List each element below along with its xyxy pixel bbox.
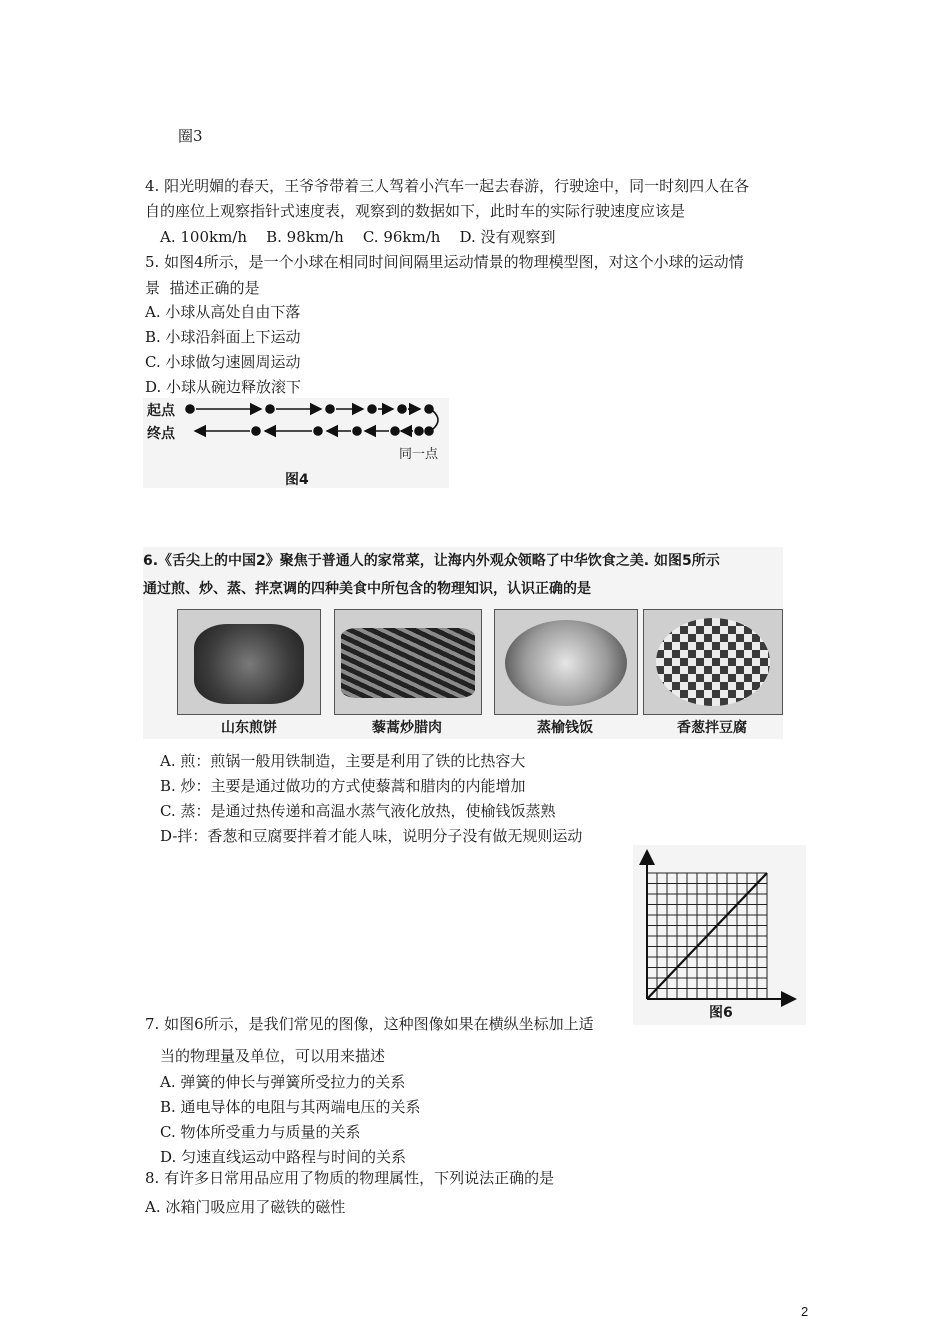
q7-stem-line1: 7. 如图6所示，是我们常见的图像，这种图像如果在横纵坐标加上适 [145, 1015, 594, 1033]
q5-option-a: A. 小球从高处自由下落 [145, 303, 301, 321]
photo-caption-4: 香葱拌豆腐 [677, 720, 747, 736]
fig4-motion-diagram [143, 398, 449, 448]
q8-option-a: A. 冰箱门吸应用了磁铁的磁性 [145, 1198, 346, 1216]
q4-stem-line1: 4. 阳光明媚的春天，王爷爷带着三人驾着小汽车一起去春游，行驶途中，同一时刻四人在各 [145, 177, 750, 195]
q5-option-c: C. 小球做匀速圆周运动 [145, 353, 301, 371]
q6-option-d: D-拌：香葱和豆腐要拌着才能人味，说明分子没有做无规则运动 [160, 827, 583, 845]
q4-options: A. 100km/h B. 98km/h C. 96km/h D. 没有观察到 [160, 228, 556, 246]
fig4-start-label: 起点 [147, 403, 175, 419]
q5-stem-line1: 5. 如图4所示，是一个小球在相同时间间隔里运动情景的物理模型图，对这个小球的运动情 [145, 253, 744, 271]
photo-caption-2: 藜蒿炒腊肉 [372, 720, 442, 736]
q5-stem-line2: 景 描述正确的是 [145, 279, 260, 297]
fig6-linear-graph [633, 845, 806, 1025]
photo-caption-3: 蒸榆钱饭 [537, 720, 593, 736]
fig6-caption: 图6 [709, 1005, 733, 1021]
photo-steamed-rice [494, 609, 638, 715]
photo-shandong-jianbing [177, 609, 321, 715]
figure-6 [633, 845, 806, 1025]
figure-4 [143, 398, 449, 488]
photo-stir-fry [334, 609, 482, 715]
q7-option-c: C. 物体所受重力与质量的关系 [160, 1123, 361, 1141]
q8-stem: 8. 有许多日常用品应用了物质的物理属性，下列说法正确的是 [145, 1169, 555, 1187]
q4-stem-line2: 自的座位上观察指针式速度表，观察到的数据如下，此时车的实际行驶速度应该是 [145, 202, 686, 220]
photo-caption-1: 山东煎饼 [221, 720, 277, 736]
q7-option-d: D. 匀速直线运动中路程与时间的关系 [160, 1148, 407, 1166]
q5-option-b: B. 小球沿斜面上下运动 [145, 328, 301, 346]
q6-option-a: A. 煎：煎锅一般用铁制造，主要是利用了铁的比热容大 [160, 752, 526, 770]
page-number: 2 [801, 1304, 809, 1319]
q6-stem-line2: 通过煎、炒、蒸、拌烹调的四种美食中所包含的物理知识，认识正确的是 [143, 581, 591, 597]
photo-tofu [643, 609, 783, 715]
fig4-same-point-label: 同一点 [399, 447, 439, 462]
q5-option-d: D. 小球从碗边释放滚下 [145, 378, 302, 396]
q7-stem-line2: 当的物理量及单位，可以用来描述 [160, 1047, 386, 1065]
q7-option-a: A. 弹簧的伸长与弹簧所受拉力的关系 [160, 1073, 406, 1091]
q6-stem-line1: 6.《舌尖上的中国2》聚焦于普通人的家常菜，让海内外观众领略了中华饮食之美. 如图5所示 [143, 553, 720, 569]
q7-option-b: B. 通电导体的电阻与其两端电压的关系 [160, 1098, 421, 1116]
fig3-label: 圈3 [178, 127, 203, 145]
fig4-caption: 图4 [285, 472, 309, 488]
q6-scanned-block [143, 547, 783, 739]
fig4-end-label: 终点 [147, 426, 175, 442]
q6-option-b: B. 炒：主要是通过做功的方式使藜蒿和腊肉的内能增加 [160, 777, 526, 795]
q6-option-c: C. 蒸：是通过热传递和高温水蒸气液化放热，使榆钱饭蒸熟 [160, 802, 556, 820]
